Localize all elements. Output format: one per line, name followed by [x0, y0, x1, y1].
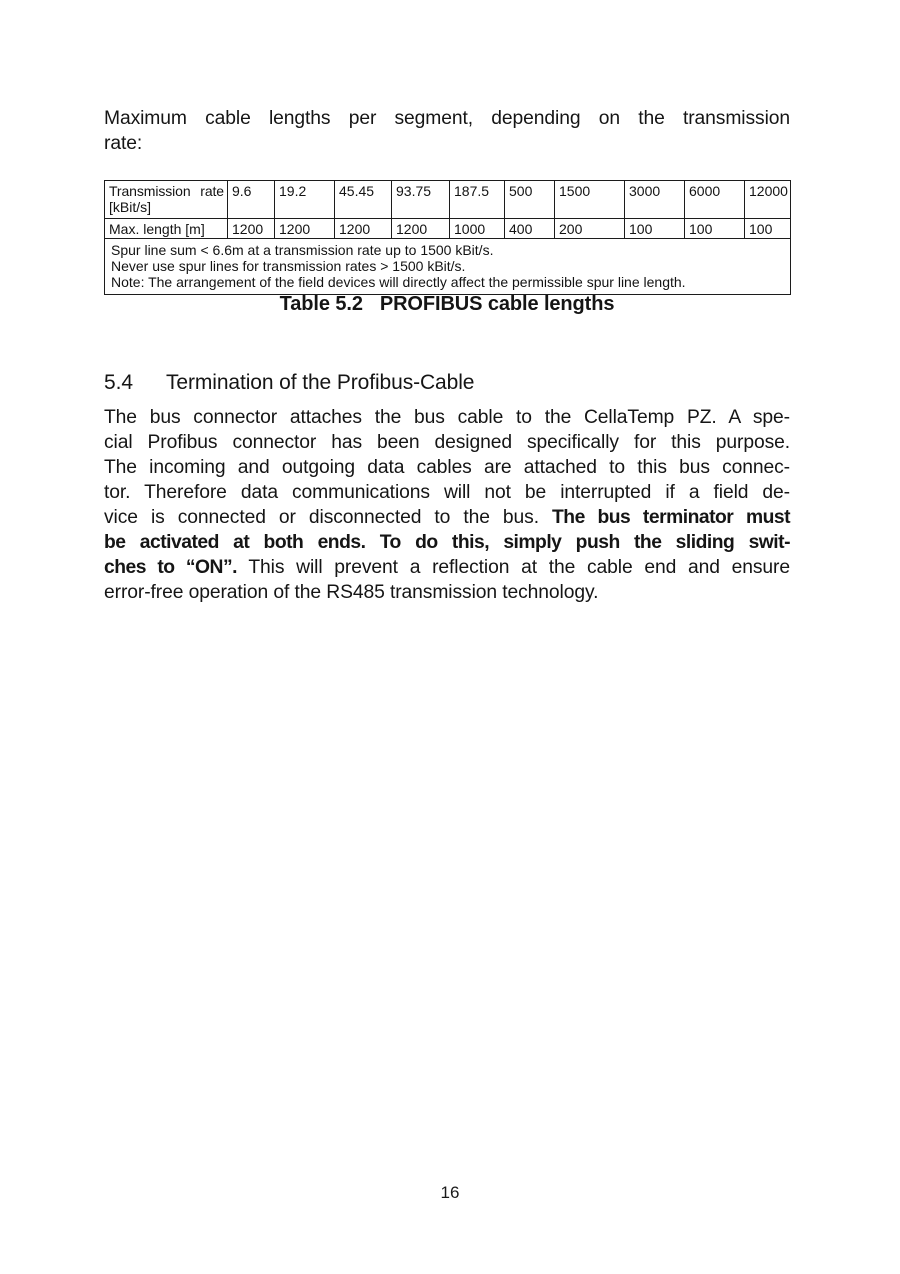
paragraph-text: The incoming and outgoing data cables are attached to this bus connec- — [104, 457, 790, 478]
rate-cell: 3000 — [625, 181, 685, 219]
table-caption-number: Table 5.2 — [279, 293, 363, 315]
row-header-unit: [kBit/s] — [109, 199, 152, 215]
table-row-transmission-rate — [105, 181, 791, 219]
rate-cell: 93.75 — [392, 181, 450, 219]
rate-cell: 19.2 — [275, 181, 335, 219]
length-cell: 1200 — [335, 219, 392, 239]
paragraph-text: cial Profibus connector has been designed specifically for this purpose. — [104, 432, 790, 453]
table-row-notes — [105, 239, 791, 295]
row-header-cell: Max. length [m] — [105, 219, 228, 239]
paragraph-text: Maximum cable lengths per segment, depending on the transmission — [104, 108, 790, 129]
section-number: 5.4 — [104, 371, 133, 394]
rate-cell: 9.6 — [228, 181, 275, 219]
rate-cell: 12000 — [745, 181, 791, 219]
rate-cell: 6000 — [685, 181, 745, 219]
paragraph-text-bold: be activated at both ends. To do this, simply push the sliding swit- — [104, 532, 790, 553]
rate-cell: 1500 — [555, 181, 625, 219]
paragraph-line — [104, 106, 790, 131]
rate-cell: 500 — [505, 181, 555, 219]
notes-cell — [105, 239, 791, 295]
paragraph-line — [104, 430, 790, 455]
paragraph-text: rate: — [104, 133, 143, 154]
length-cell: 1200 — [392, 219, 450, 239]
paragraph-line — [104, 555, 790, 580]
length-cell: 100 — [745, 219, 791, 239]
table-row-max-length — [105, 219, 791, 239]
paragraph-line — [104, 405, 790, 430]
paragraph-text-bold: ches to “ON”. — [104, 557, 237, 578]
section-title: Termination of the Profibus-Cable — [166, 371, 475, 394]
cable-lengths-table — [104, 180, 791, 295]
paragraph-line — [104, 455, 790, 480]
length-cell: 100 — [625, 219, 685, 239]
paragraph-text: The bus connector attaches the bus cable to the CellaTemp PZ. A spe- — [104, 407, 790, 428]
table-caption — [104, 293, 790, 316]
length-cell: 1200 — [275, 219, 335, 239]
paragraph-line — [104, 580, 790, 605]
paragraph-line — [104, 505, 790, 530]
length-cell: 100 — [685, 219, 745, 239]
length-cell: 400 — [505, 219, 555, 239]
paragraph-text-bold: The bus terminator must — [552, 507, 791, 528]
page-number: 16 — [440, 1183, 460, 1202]
paragraph-text: tor. Therefore data communications will not be interrupted if a field de- — [104, 482, 790, 503]
table-caption-text: PROFIBUS cable lengths — [379, 293, 615, 315]
length-cell: 1000 — [450, 219, 505, 239]
row-header-cell — [105, 181, 228, 219]
body-paragraph — [104, 405, 790, 605]
paragraph-text: vice is connected or disconnected to the bus. — [104, 507, 553, 528]
paragraph-text: This will prevent a reflection at the cable end and ensure — [236, 557, 790, 578]
paragraph-line — [104, 480, 790, 505]
section-heading — [104, 371, 790, 395]
paragraph-line — [104, 131, 790, 156]
rate-cell: 187.5 — [450, 181, 505, 219]
rate-cell: 45.45 — [335, 181, 392, 219]
row-header-label: Transmission rate — [109, 183, 224, 199]
note-line: Never use spur lines for transmission rates > 1500 kBit/s. — [111, 258, 466, 274]
length-cell: 1200 — [228, 219, 275, 239]
paragraph-line — [104, 530, 790, 555]
intro-paragraph — [104, 106, 790, 156]
note-line: Note: The arrangement of the field devices will directly affect the permissible spur line length. — [111, 274, 686, 290]
note-line: Spur line sum < 6.6m at a transmission rate up to 1500 kBit/s. — [111, 242, 494, 258]
paragraph-text: error-free operation of the RS485 transmission technology. — [104, 582, 599, 603]
length-cell: 200 — [555, 219, 625, 239]
